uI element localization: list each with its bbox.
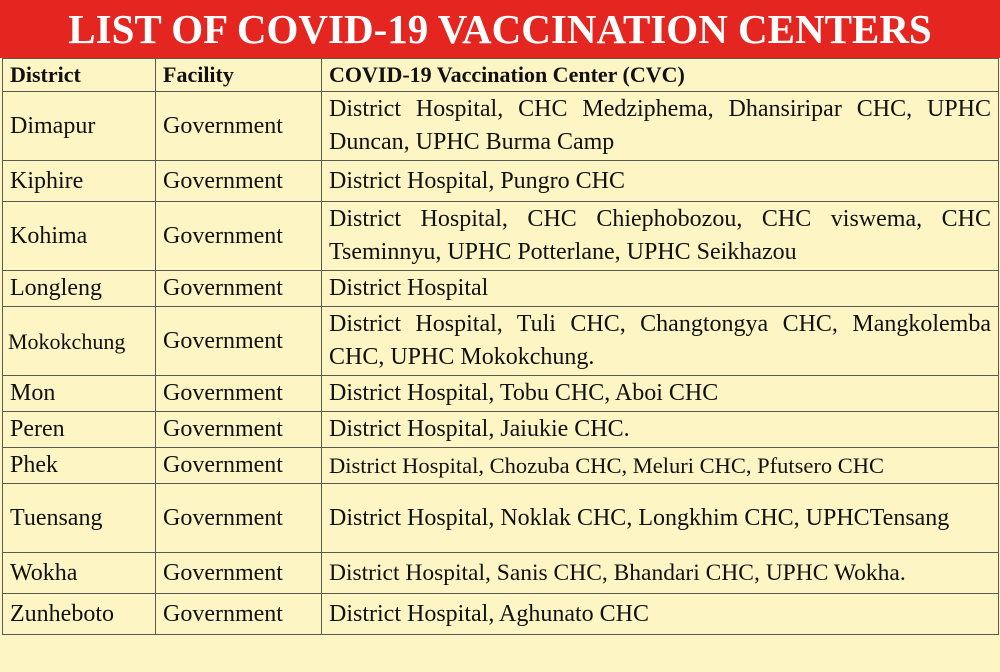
district-cell: Mokokchung <box>3 307 156 376</box>
facility-cell: Government <box>156 412 322 448</box>
cvc-cell: District Hospital, CHC Chiephobozou, CHC viswema, CHC Tseminnyu, UPHC Potterlane, UPHC Seikhazou <box>322 202 999 271</box>
column-header-district: District <box>3 59 156 92</box>
district-cell: Longleng <box>3 271 156 307</box>
cvc-cell: District Hospital, CHC Medziphema, Dhansiripar CHC, UPHC Duncan, UPHC Burma Camp <box>322 92 999 161</box>
facility-cell: Government <box>156 271 322 307</box>
cvc-cell: District Hospital <box>322 271 999 307</box>
table-row <box>3 594 999 635</box>
cvc-cell: District Hospital, Noklak CHC, Longkhim CHC, UPHCTensang <box>322 484 999 553</box>
table-row <box>3 553 999 594</box>
district-cell: Tuensang <box>3 484 156 553</box>
page-title: LIST OF COVID-19 VACCINATION CENTERS <box>0 0 1000 58</box>
facility-cell: Government <box>156 307 322 376</box>
cvc-cell: District Hospital, Pungro CHC <box>322 161 999 202</box>
facility-cell: Government <box>156 92 322 161</box>
district-cell: Phek <box>3 448 156 484</box>
table-header-row <box>3 59 999 92</box>
district-cell: Kiphire <box>3 161 156 202</box>
cvc-cell: District Hospital, Chozuba CHC, Meluri CHC, Pfutsero CHC <box>322 448 999 484</box>
vaccination-centers-table <box>2 58 999 635</box>
facility-cell: Government <box>156 594 322 635</box>
district-cell: Dimapur <box>3 92 156 161</box>
table-row <box>3 448 999 484</box>
district-cell: Zunheboto <box>3 594 156 635</box>
facility-cell: Government <box>156 448 322 484</box>
cvc-cell: District Hospital, Tuli CHC, Changtongya CHC, Mangkolemba CHC, UPHC Mokokchung. <box>322 307 999 376</box>
table-row <box>3 271 999 307</box>
facility-cell: Government <box>156 202 322 271</box>
cvc-cell: District Hospital, Jaiukie CHC. <box>322 412 999 448</box>
facility-cell: Government <box>156 553 322 594</box>
table-row <box>3 484 999 553</box>
cvc-cell: District Hospital, Sanis CHC, Bhandari CHC, UPHC Wokha. <box>322 553 999 594</box>
table-row <box>3 307 999 376</box>
facility-cell: Government <box>156 161 322 202</box>
table-row <box>3 161 999 202</box>
district-cell: Kohima <box>3 202 156 271</box>
facility-cell: Government <box>156 484 322 553</box>
column-header-facility: Facility <box>156 59 322 92</box>
cvc-cell: District Hospital, Aghunato CHC <box>322 594 999 635</box>
column-header-cvc: COVID-19 Vaccination Center (CVC) <box>322 59 999 92</box>
table-row <box>3 92 999 161</box>
cvc-cell: District Hospital, Tobu CHC, Aboi CHC <box>322 376 999 412</box>
table-row <box>3 202 999 271</box>
table-row <box>3 412 999 448</box>
district-cell: Wokha <box>3 553 156 594</box>
facility-cell: Government <box>156 376 322 412</box>
district-cell: Mon <box>3 376 156 412</box>
district-cell: Peren <box>3 412 156 448</box>
table-row <box>3 376 999 412</box>
